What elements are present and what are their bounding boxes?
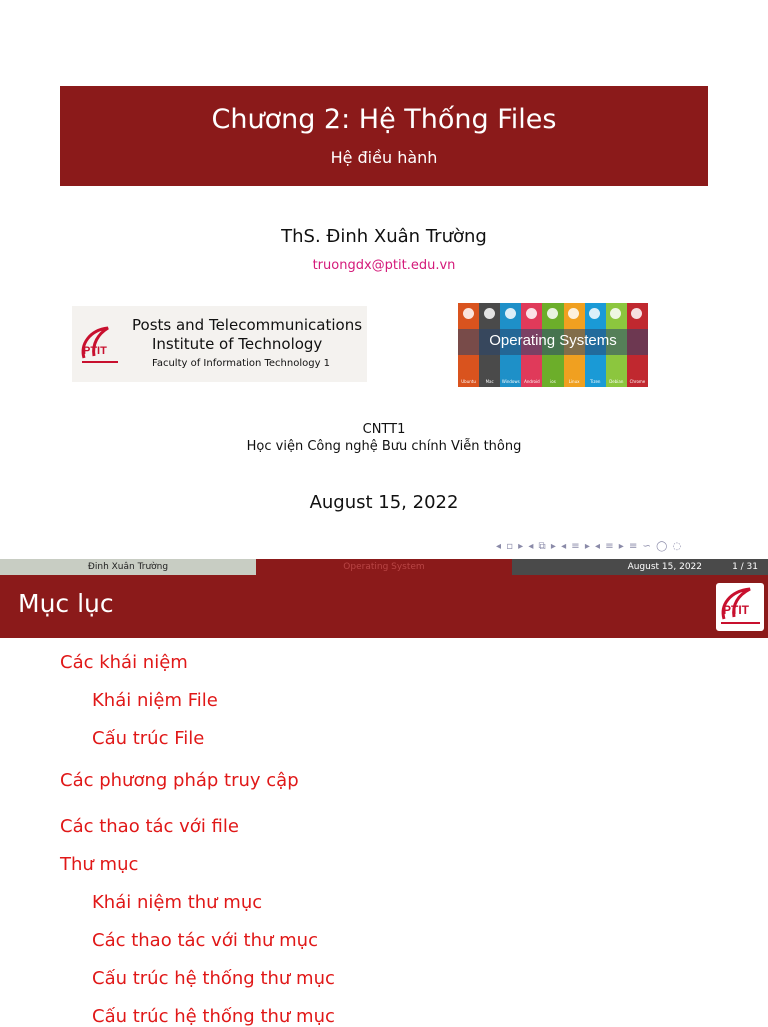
os-banner-caption: Operating Systems	[489, 332, 617, 349]
ptit-logo-line1: Posts and Telecommunications	[132, 316, 363, 334]
ptit-small-emblem-text: PTIT	[723, 603, 749, 617]
footer-author: Đinh Xuân Trường	[0, 559, 256, 575]
toc-subsection-link[interactable]: Cấu trúc hệ thống thư mục	[92, 1006, 335, 1027]
toc-subsection-link[interactable]: Cấu trúc File	[92, 728, 205, 749]
ptit-logo	[72, 306, 367, 382]
footer-page-number: 1 / 31	[732, 562, 758, 572]
toc-section-link[interactable]: Thư mục	[60, 854, 139, 875]
slide-subtitle: Hệ điều hành	[330, 148, 438, 167]
os-column-label: Ubuntu	[461, 379, 476, 384]
footer-course: Operating System	[256, 559, 512, 575]
os-column-label: Mac	[485, 379, 494, 384]
institute-info	[0, 422, 768, 454]
os-column-label: Linux	[568, 379, 580, 384]
presentation-date: August 15, 2022	[309, 492, 459, 513]
institute-short: CNTT1	[362, 422, 406, 437]
ptit-logo-line3: Faculty of Information Technology 1	[152, 358, 331, 369]
os-column-label: Android	[524, 379, 540, 384]
toc-section-link[interactable]: Các khái niệm	[60, 652, 188, 673]
tizen-icon	[589, 308, 600, 319]
os-column-label: Tizen	[589, 379, 601, 384]
toc-section-link[interactable]: Các thao tác với file	[60, 816, 239, 837]
operating-systems-banner	[458, 303, 648, 387]
ubuntu-icon	[463, 308, 474, 319]
title-block	[60, 86, 708, 186]
toc-subsection-link[interactable]: Các thao tác với thư mục	[92, 930, 318, 951]
toc-subsection-link[interactable]: Cấu trúc hệ thống thư mục	[92, 968, 335, 989]
android-icon	[526, 308, 537, 319]
os-column-label: Chrome	[629, 379, 646, 384]
slide-title: Chương 2: Hệ Thống Files	[211, 104, 557, 135]
toc-slide-header	[0, 575, 768, 638]
author-email-link[interactable]: truongdx@ptit.edu.vn	[312, 258, 456, 273]
chrome-icon	[631, 308, 642, 319]
ptit-emblem-text: PTIT	[83, 345, 107, 357]
windows-icon	[505, 308, 516, 319]
debian-icon	[610, 308, 621, 319]
os-column-label: Debian	[609, 379, 624, 384]
ios-icon	[547, 308, 558, 319]
ptit-logo-line2: Institute of Technology	[152, 335, 323, 353]
slide-footer	[0, 559, 768, 575]
toc-section-link[interactable]: Các phương pháp truy cập	[60, 770, 299, 791]
author-name: ThS. Đinh Xuân Trường	[281, 226, 487, 247]
institute-full: Học viện Công nghệ Bưu chính Viễn thông	[246, 439, 522, 454]
beamer-navigation-controls[interactable]: ◂ ▫ ▸ ◂ ⧉ ▸ ◂ ≡ ▸ ◂ ≡ ▸ ≡ ∽ ◯ ◌	[496, 541, 683, 552]
table-of-contents	[0, 638, 768, 1027]
toc-subsection-link[interactable]: Khái niệm File	[92, 690, 218, 711]
footer-date: August 15, 2022	[627, 562, 702, 572]
os-column-label: ios	[550, 379, 556, 384]
apple-icon	[484, 308, 495, 319]
ptit-small-emblem-icon	[716, 583, 764, 631]
toc-subsection-link[interactable]: Khái niệm thư mục	[92, 892, 263, 913]
os-column-label: Windows	[501, 379, 520, 384]
ptit-small-logo	[716, 583, 764, 631]
linux-icon	[568, 308, 579, 319]
ptit-emblem-icon	[78, 324, 122, 368]
footer-right	[512, 559, 768, 575]
toc-heading: Mục lục	[18, 589, 114, 618]
